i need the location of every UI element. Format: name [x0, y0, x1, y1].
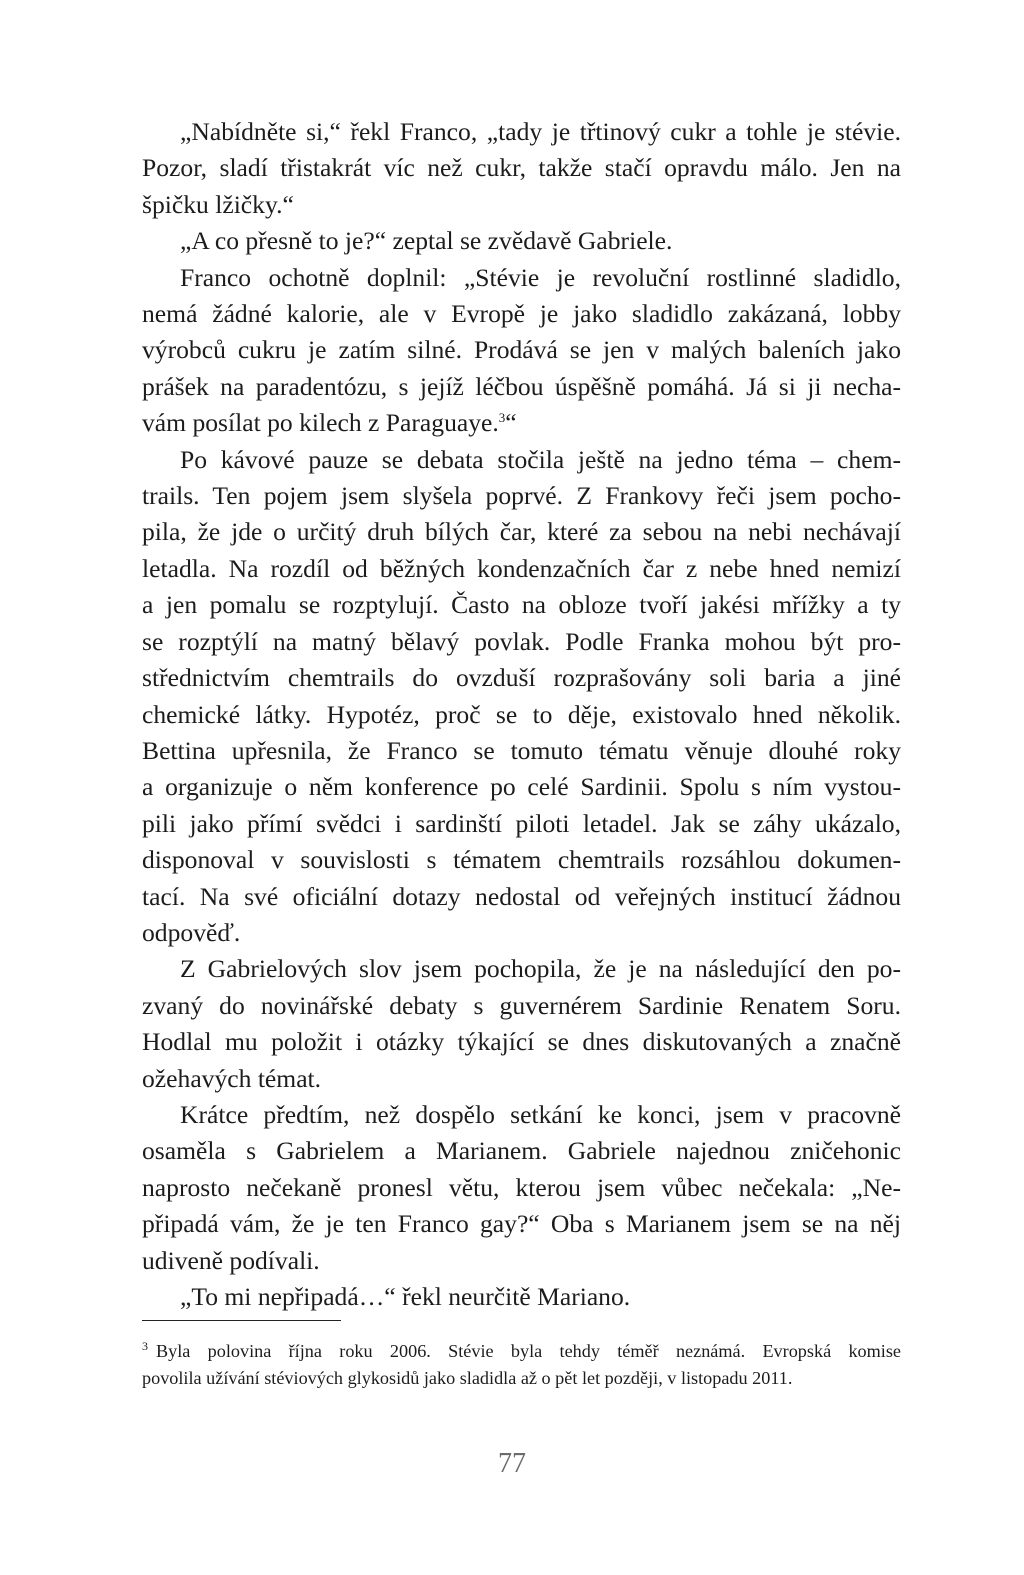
- text-line: osaměla s Gabrielem a Marianem. Gabriele najednou zničehonic: [142, 1136, 901, 1166]
- paragraph: [142, 442, 901, 952]
- paragraph: [142, 1279, 901, 1315]
- text-line: udiveně podívali.: [142, 1245, 320, 1275]
- text-line: Krátce předtím, než dospělo setkání ke konci, jsem v pracovně: [180, 1099, 901, 1129]
- text-line: odpověď.: [142, 917, 241, 947]
- paragraph: [142, 1097, 901, 1279]
- text-line: pila, že jde o určitý druh bílých čar, které za sebou na nebi nechávají: [142, 517, 901, 547]
- text-line: Franco ochotně doplnil: „Stévie je revoluční rostlinné sladidlo,: [180, 262, 901, 292]
- text-line: Pozor, sladí třistakrát víc než cukr, takže stačí opravdu málo. Jen na: [142, 153, 901, 183]
- text-line: Z Gabrielových slov jsem pochopila, že je na následující den po-: [180, 954, 901, 984]
- text-line: pili jako přímí svědci i sardinští piloti letadel. Jak se záhy ukázalo,: [142, 808, 901, 838]
- paragraph: [142, 951, 901, 1097]
- text-line: připadá vám, že je ten Franco gay?“ Oba s Marianem jsem se na něj: [142, 1209, 901, 1239]
- text-line: [142, 405, 901, 441]
- text-line: Hodlal mu položit i otázky týkající se dnes diskutovaných a značně: [142, 1027, 901, 1057]
- text-line: tací. Na své oficiální dotazy nedostal od veřejných institucí žádnou: [142, 881, 901, 911]
- text-line: prášek na paradentózu, s jejíž léčbou úspěšně pomáhá. Já si ji necha-: [142, 371, 901, 401]
- text-line: špičku lžičky.“: [142, 189, 294, 219]
- paragraph: [142, 260, 901, 442]
- text-line: trails. Ten pojem jsem slyšela poprvé. Z Frankovy řeči jsem pocho-: [142, 481, 901, 511]
- footnote-divider: [142, 1320, 341, 1321]
- footnote: [142, 1338, 901, 1392]
- text-line: a organizuje o něm konference po celé Sardinii. Spolu s ním vystou-: [142, 772, 901, 802]
- text-line: nemá žádné kalorie, ale v Evropě je jako sladidlo zakázaná, lobby: [142, 299, 901, 329]
- text-line: střednictvím chemtrails do ovzduší rozprašovány soli baria a jiné: [142, 663, 901, 693]
- text-line: „A co přesně to je?“ zeptal se zvědavě Gabriele.: [180, 226, 673, 256]
- text-line: „Nabídněte si,“ řekl Franco, „tady je třtinový cukr a tohle je stévie.: [180, 117, 901, 146]
- text-line: a jen pomalu se rozptylují. Často na obloze tvoří jakési mřížky a ty: [142, 590, 901, 620]
- text-line: se rozptýlí na matný bělavý povlak. Podle Franka mohou být pro-: [142, 626, 901, 656]
- page-body: [142, 114, 901, 1315]
- text-line: zvaný do novinářské debaty s guvernérem Sardinie Renatem Soru.: [142, 990, 901, 1020]
- text-line: naprosto nečekaně pronesl větu, kterou jsem vůbec nečekala: „Ne-: [142, 1172, 901, 1202]
- text-line: letadla. Na rozdíl od běžných kondenzačních čar z nebe hned nemizí: [142, 553, 901, 583]
- text-line: Bettina upřesnila, že Franco se tomuto tématu věnuje dlouhé roky: [142, 735, 901, 765]
- page-number: 77: [498, 1448, 526, 1479]
- footnote-reference: 3: [498, 410, 506, 426]
- text-line: „To mi nepřipadá…“ řekl neurčitě Mariano.: [180, 1282, 631, 1311]
- text-line: Po kávové pauze se debata stočila ještě na jedno téma – chem-: [180, 444, 901, 474]
- paragraph: [142, 223, 901, 259]
- text-line: výrobců cukru je zatím silné. Prodává se jen v malých baleních jako: [142, 335, 901, 365]
- paragraph: [142, 114, 901, 223]
- text-line: disponoval v souvislosti s tématem chemtrails rozsáhlou dokumen-: [142, 845, 901, 875]
- footnote-mark: 3: [142, 1339, 148, 1353]
- footnote-line: povolila užívání stéviových glykosidů jako sladidla až o pět let později, v listopadu 2011.: [142, 1368, 793, 1388]
- footnote-line: [142, 1338, 901, 1365]
- text-line: ožehavých témat.: [142, 1063, 322, 1093]
- closing-quote: “: [505, 408, 517, 438]
- footnote-text: Byla polovina října roku 2006. Stévie byla tehdy téměř neznámá. Evropská komise: [156, 1341, 901, 1361]
- text-line: chemické látky. Hypotéz, proč se to děje, existovalo hned několik.: [142, 699, 901, 729]
- text-line-content: vám posílat po kilech z Paraguaye.: [142, 408, 499, 438]
